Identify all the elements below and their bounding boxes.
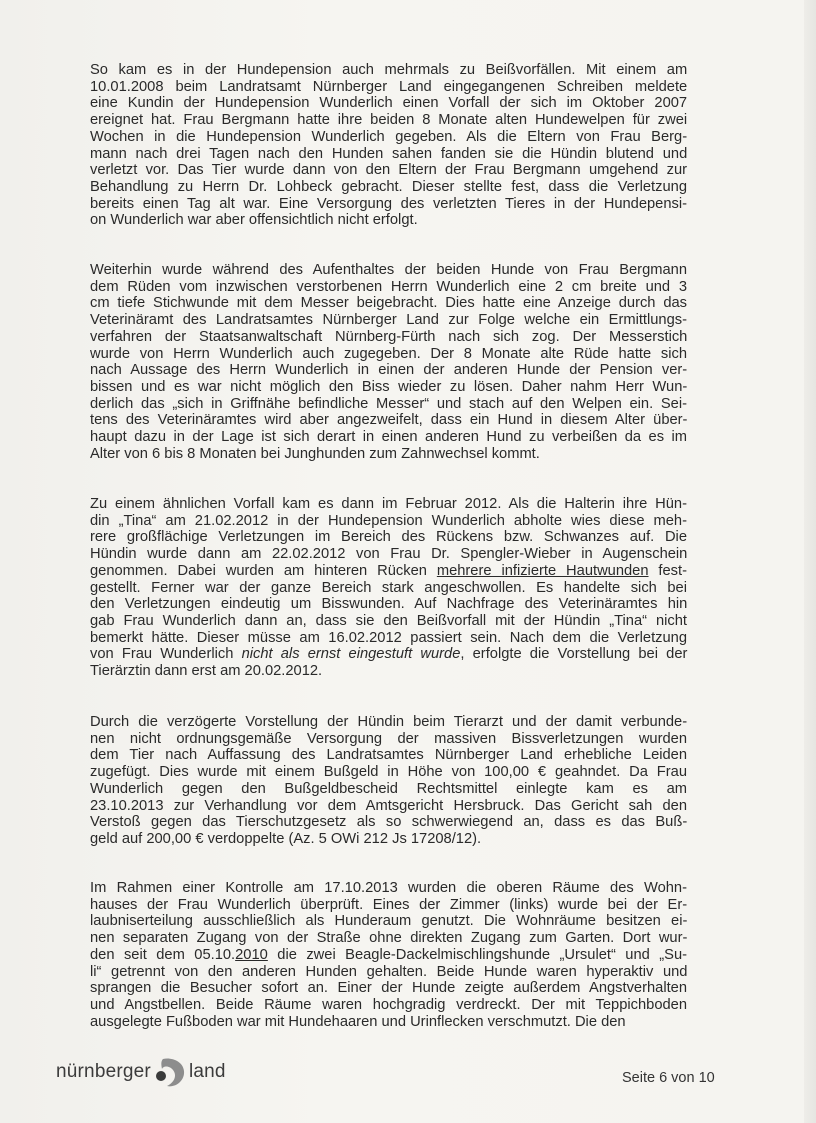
text-line: zugefügt. Dies wurde mit einem Bußgeld in Höhe von 100,00 € geahndet. Da Frau bbox=[90, 764, 687, 781]
text-line: Behandlung zu Herrn Dr. Lohbeck gebracht. Dieser stellte fest, dass die Verletzung bbox=[90, 178, 687, 195]
text-line: mann nach drei Tagen nach den Hunden sahen fanden sie die Hündin blutend und bbox=[90, 145, 688, 162]
text-line: nen separaten Zugang von der Straße ohne direkten Zugang zum Garten. Dort wur- bbox=[90, 930, 688, 947]
text-line: dem Tier nach Auffassung des Landratsamtes Nürnberger Land erhebliche Leiden bbox=[90, 747, 687, 764]
text-line: dem Rüden vom inzwischen verstorbenen Herrn Wunderlich eine 2 cm breite und 3 bbox=[90, 278, 687, 295]
text-line: ereignet hat. Frau Bergmann hatte ihre beiden 8 Monate alten Hundewelpen für zwei bbox=[90, 112, 688, 129]
text-line: Verstoß gegen das Tierschutzgesetz als so schwerwiegend an, dass es das Buß- bbox=[90, 814, 688, 831]
text-line: 23.10.2013 zur Verhandlung vor dem Amtsgericht Hersbruck. Das Gericht sah den bbox=[90, 797, 687, 814]
text-line: tens des Veterinäramtes wird aber angezweifelt, dass ein Hund in diesem Alter über- bbox=[90, 412, 688, 429]
text-line: Tierärztin dann erst am 20.02.2012. bbox=[90, 663, 323, 680]
text-line: cm tiefe Stichwunde mit dem Messer beigebracht. Dies hatte eine Anzeige durch das bbox=[90, 295, 687, 312]
text-line: hauses der Frau Wunderlich überprüft. Eines der Zimmer (links) wurde bei der Er- bbox=[90, 896, 688, 913]
text-line: und Angstbellen. Beide Räume waren hochgradig verdreckt. Der mit Teppichboden bbox=[90, 996, 687, 1013]
text-line: Im Rahmen einer Kontrolle am 17.10.2013 wurden die oberen Räume des Wohn- bbox=[90, 880, 687, 896]
text-line: haupt dazu in der Lage ist sich derart in einen anderen Hund zu verbeißen da es im bbox=[90, 429, 687, 446]
text-line: Zu einem ähnlichen Vorfall kam es dann im Februar 2012. Als die Halterin ihre Hün- bbox=[90, 496, 687, 512]
text-line: gab Frau Wunderlich dann an, dass sie den Beißvorfall mit der Hündin „Tina“ nicht bbox=[90, 612, 687, 629]
text-line: wurde von Herrn Wunderlich auch zugegeben. Der 8 Monate alte Rüde hatte sich bbox=[90, 345, 687, 362]
text-line: nen nicht ordnungsgemäße Versorgung der massiven Bissverletzungen wurden bbox=[90, 730, 687, 747]
text-line: li“ getrennt von den anderen Hunden gehalten. Beide Hunde waren hyperaktiv und bbox=[90, 963, 688, 980]
text-line: on Wunderlich war aber offensichtlich nicht erfolgt. bbox=[90, 212, 418, 229]
nuernberger-land-logo bbox=[56, 1055, 226, 1089]
logo-text-land: land bbox=[188, 1061, 226, 1082]
logo-text-nuernberger: nürnberger bbox=[56, 1061, 151, 1082]
text-line: Wunderlich gegen den Bußgeldbescheid Rechtsmittel einlegte kam es am bbox=[90, 780, 687, 797]
text-line: verfahren der Staatsanwaltschaft Nürnberg-Fürth nach sich zog. Der Messerstich bbox=[90, 328, 688, 345]
text-line: So kam es in der Hundepension auch mehrmals zu Beißvorfällen. Mit einem am bbox=[90, 62, 688, 78]
text-line: 10.01.2008 beim Landratsamt Nürnberger Land eingegangenen Schreiben meldete bbox=[90, 78, 688, 95]
text-line: gestellt. Ferner war der ganze Bereich stark angeschwollen. Es handelte sich bei bbox=[90, 579, 687, 596]
text-line: rere großflächige Verletzungen im Bereich des Rückens bzw. Schwanzes auf. Die bbox=[90, 529, 687, 546]
paragraph-beissvorfaelle-2007 bbox=[90, 62, 687, 229]
text-line: nach Aussage des Herrn Wunderlich in einen der anderen Hunde der Pension ver- bbox=[90, 362, 688, 379]
text-line: geld auf 200,00 € verdoppelte (Az. 5 OWi 212 Js 17208/12). bbox=[90, 830, 482, 847]
text-line: bereits einen Tag alt war. Eine Versorgung des verletzten Tieres in der Hundepensi- bbox=[90, 195, 687, 212]
text-line: Wochen in die Hundepension Wunderlich gegeben. Als die Eltern von Frau Berg- bbox=[90, 128, 688, 145]
text-line: ausgelegte Fußboden war mit Hundehaaren und Urinflecken verschmutzt. Die den bbox=[90, 1013, 626, 1030]
paragraph-stichwunde bbox=[90, 262, 687, 462]
paragraph-bussgeld bbox=[90, 714, 687, 848]
text-line: din „Tina“ am 21.02.2012 in der Hundepension Wunderlich abholte wies diese meh- bbox=[90, 512, 687, 529]
text-line: Hündin wurde dann am 22.02.2012 von Frau Dr. Spengler-Wieber in Augenschein bbox=[90, 546, 688, 563]
text-line: verletzt vor. Das Tier wurde dann von den Eltern der Frau Bergmann umgehend zur bbox=[90, 162, 687, 179]
text-line: Weiterhin wurde während des Aufenthaltes der beiden Hunde von Frau Bergmann bbox=[90, 262, 687, 278]
text-line: Veterinäramt des Landratsamtes Nürnberger Land zur Folge welche ein Ermittlungs- bbox=[90, 312, 687, 329]
text-line: den Verletzungen eindeutig um Bisswunden. Auf Nachfrage des Veterinäramtes hin bbox=[90, 596, 688, 613]
text-line: von Frau Wunderlich nicht als ernst eingestuft wurde, erfolgte die Vorstellung bei der bbox=[90, 646, 688, 663]
text-line: eine Kundin der Hundepension Wunderlich einen Vorfall der sich im Oktober 2007 bbox=[90, 95, 688, 112]
paragraph-vorfall-tina-2012 bbox=[90, 496, 687, 680]
paragraph-kontrolle-2013 bbox=[90, 880, 687, 1030]
text-line: bemerkt hätte. Dieser müsse am 16.02.2012 passiert sein. Nach dem die Verletzung bbox=[90, 629, 687, 646]
text-line: bissen und es war nicht möglich den Biss wieder zu lösen. Daher nahm Herr Wun- bbox=[90, 378, 688, 395]
text-line: sprangen die Besucher sofort an. Einer der Hunde zeigte außerdem Angstverhalten bbox=[90, 980, 687, 997]
logo-mark-icon bbox=[153, 1055, 187, 1089]
page-number: Seite 6 von 10 bbox=[622, 1070, 715, 1086]
page-edge bbox=[804, 0, 816, 1123]
text-line: genommen. Dabei wurden am hinteren Rücken mehrere infizierte Hautwunden fest- bbox=[90, 562, 687, 579]
text-line: laubniserteilung ausschließlich als Hunderaum genutzt. Die Wohnräume besitzen ei- bbox=[90, 913, 688, 930]
text-line: derlich das „sich in Griffnähe befindliche Messer“ und stach auf den Welpen ein. Sei- bbox=[90, 395, 687, 412]
text-line: Durch die verzögerte Vorstellung der Hündin beim Tierarzt und der damit verbunde- bbox=[90, 714, 688, 730]
text-line: Alter von 6 bis 8 Monaten bei Junghunden zum Zahnwechsel kommt. bbox=[90, 445, 540, 462]
text-line: den seit dem 05.10.2010 die zwei Beagle-Dackelmischlingshunde „Ursulet“ und „Su- bbox=[90, 946, 688, 963]
